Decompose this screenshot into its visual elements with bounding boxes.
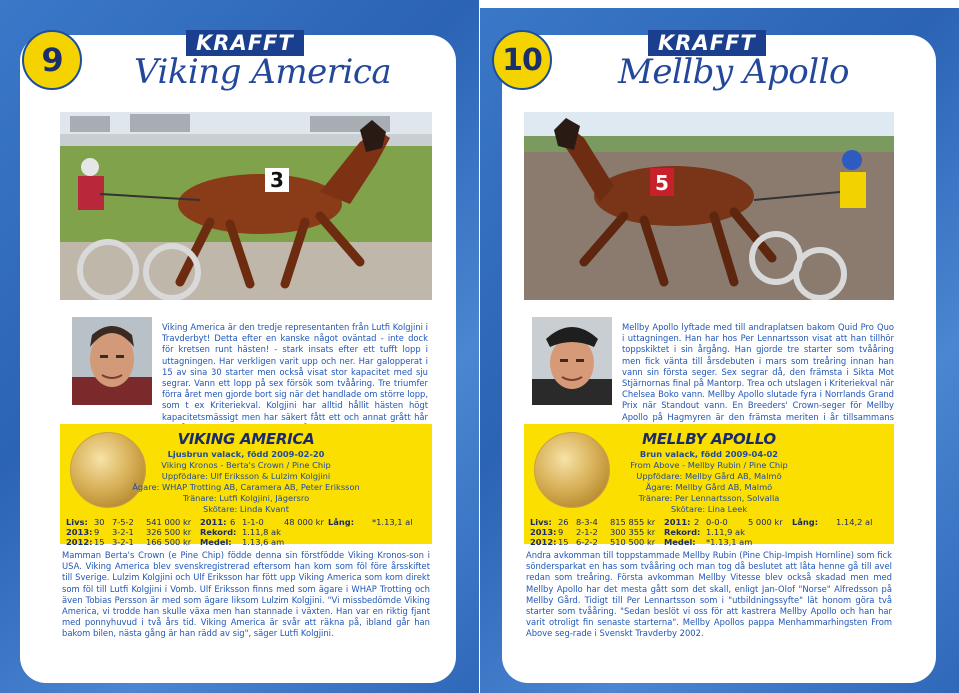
- page-left: [0, 0, 479, 693]
- horse-bio: Viking America är den tredje representanten från Lutfi Kolgjini i Travderbyt! Detta efter en kanske något oväntad - inte dock för kretsen runt hästen! - stark insats efter ett tufft lopp i uttagningen. Har verkligen varit upp och ner. Har galopperat i 15 av sina 30 starter men också visat stor kapacitet med sju segrar. Vann ett lopp på sex försök som tvååring. Tre triumfer förra året men gjorde bort sig när det handlade om större lopp, som t ex Kriteriekval. Kolgjini har alltid hållit hästen högt kapacitetsmässigt men har säkert fått ett och annat grått hår: [162, 322, 428, 422]
- horse-number-badge: 10: [492, 30, 552, 90]
- page-right: [480, 0, 959, 693]
- brand-logo: KRAFFT: [648, 30, 766, 56]
- horse-trainer: Tränare: Lutfi Kolgjini, Jägersro: [182, 493, 310, 503]
- horse-breeder: Uppfödare: Mellby Gård AB, Malmö: [636, 471, 782, 481]
- horse-owner: Ägare: WHAP Trotting AB, Caramera AB, Peter Eriksson: [132, 482, 360, 492]
- horse-story: Andra avkomman till toppstammade Mellby Rubin (Pine Chip-Impish Hornline) som fick söndersparkat en has som tvååring och man tog då beslutet att låta henne gå till avel redan som treåring. Första avkomman Mellby Vitesse blev också skadad men med Mellby Apollo har det mesta gått som det skall, enligt Jan-Olof "Norse" Alfredsson på Mellby Gård. Tidigt till Per Lennartsson som i "utbildningssyfte" lät honom göra två starter som tvååring. "Sedan beslöt vi oss för att kastrera Mellby Apollo och han har varit otroligt fin senaste starterna". Mellby Apollos pappa Menhammarhingsten From Above seg-rade i Svenskt Travderby 2002.: [526, 550, 892, 639]
- horse-groom: Skötare: Linda Kvant: [202, 504, 290, 514]
- brand-logo: KRAFFT: [186, 30, 304, 56]
- bib-number: 5: [655, 171, 669, 195]
- horse-name: VIKING AMERICA: [177, 430, 315, 448]
- horse-pedigree: From Above - Mellby Rubin / Pine Chip: [630, 460, 788, 470]
- horse-description: Brun valack, född 2009-04-02: [639, 449, 779, 459]
- top-strip: [480, 0, 959, 8]
- horse-pedigree: Viking Kronos - Berta's Crown / Pine Chip: [161, 460, 331, 470]
- horse-groom: Skötare: Lina Leek: [670, 504, 748, 514]
- race-photo: [60, 112, 432, 300]
- horse-info-box: MELLBY APOLLO Brun valack, född 2009-04-02 From Above - Mellby Rubin / Pine Chip Uppfödare: Mellby Gård AB, Malmö Ägare: Mellby Gård AB, Malmö Tränare: Per Lennartsson, Solvalla Skötare: Lina Leek Livs: 26 8-3-4 815 855 kr 2011: 2 0-0-0 5 000 kr Lång: 1.14,2 al 2013: 9 2-1-2 300 355 kr Rekord: 1.11,9 ak 2012: 15 6-2-2 510 500 kr Medel: *1.13,1 am: [524, 424, 894, 544]
- horse-title-script: Mellby Apollo: [618, 52, 849, 92]
- bib-number: 3: [270, 168, 284, 192]
- horse-name: MELLBY APOLLO: [642, 430, 776, 448]
- horse-info-box: VIKING AMERICA Ljusbrun valack, född 2009-02-20 Viking Kronos - Berta's Crown / Pine Chip Uppfödare: Ulf Eriksson & Lulzim Kolgjini Ägare: WHAP Trotting AB, Caramera AB, Peter Eriksson Tränare: Lutfi Kolgjini, Jägersro Skötare: Linda Kvant Livs: 30 7-5-2 541 000 kr 2011: 6 1-1-0 48 000 kr Lång: *1.13,1 al 2013: 9 3-2-1 326 500 kr Rekord: 1.11,8 ak 2012: 15 3-2-1 166 500 kr Medel: 1.13,6 am: [60, 424, 432, 544]
- horse-description: Ljusbrun valack, född 2009-02-20: [167, 449, 325, 459]
- horse-breeder: Uppfödare: Ulf Eriksson & Lulzim Kolgjini: [161, 471, 331, 481]
- horse-trainer: Tränare: Per Lennartsson, Solvalla: [638, 493, 780, 503]
- horse-bio: Mellby Apollo lyftade med till andraplatsen bakom Quid Pro Quo i uttagningen. Han har hos Per Lennartsson visat att han tillhör toppskiktet i sin årgång. Han gjorde tre starter som tvååring men fick vänta till årsdebuten i mars som treåring innan han vann sin första seger. Sex segrar då, den främsta i Sikta Mot Stjärnornas final på Mantorp. Trea och utslagen i Kriteriekval när Chelsea Boko vann. Mellby Apollo slutade fyra i Norrlands Grand Prix när Standout vann. En Breeders' Crown-seger för Mellby Apollo på Hagmyren är den främsta meriten i år tillsammans: [622, 322, 894, 422]
- horse-story: Mamman Berta's Crown (e Pine Chip) födde denna sin förstfödde Viking Kronos-son i USA. Viking America blev svenskregistrerad eftersom han kom som föl före årsskiftet till Sverige. Lulzim Kolgjini och Ulf Eriksson har fött upp Viking America som kom direkt som föl till Lutfi Kolgjini i Vomb. Ulf Eriksson finns med som ägare i WHAP Trotting och även Tobias Persson är med som ägare liksom Lulzim Kolgjini. "Vi missbedömde Viking America, vi trodde han skulle växa men han stannade i växten. Han var en riktig fjant med ponnyhuvud i två års tid. Viking America är svår att räkna på, ibland går han bakom bilen, nästa gång är han rädd av sig", säger Lutfi Kolgjini.: [62, 550, 430, 639]
- trainer-portrait: [72, 317, 152, 405]
- horse-owner: Ägare: Mellby Gård AB, Malmö: [645, 482, 773, 492]
- horse-number-badge: 9: [22, 30, 82, 90]
- horse-title-script: Viking America: [134, 52, 392, 92]
- race-photo: [524, 112, 894, 300]
- trainer-portrait: [532, 317, 612, 405]
